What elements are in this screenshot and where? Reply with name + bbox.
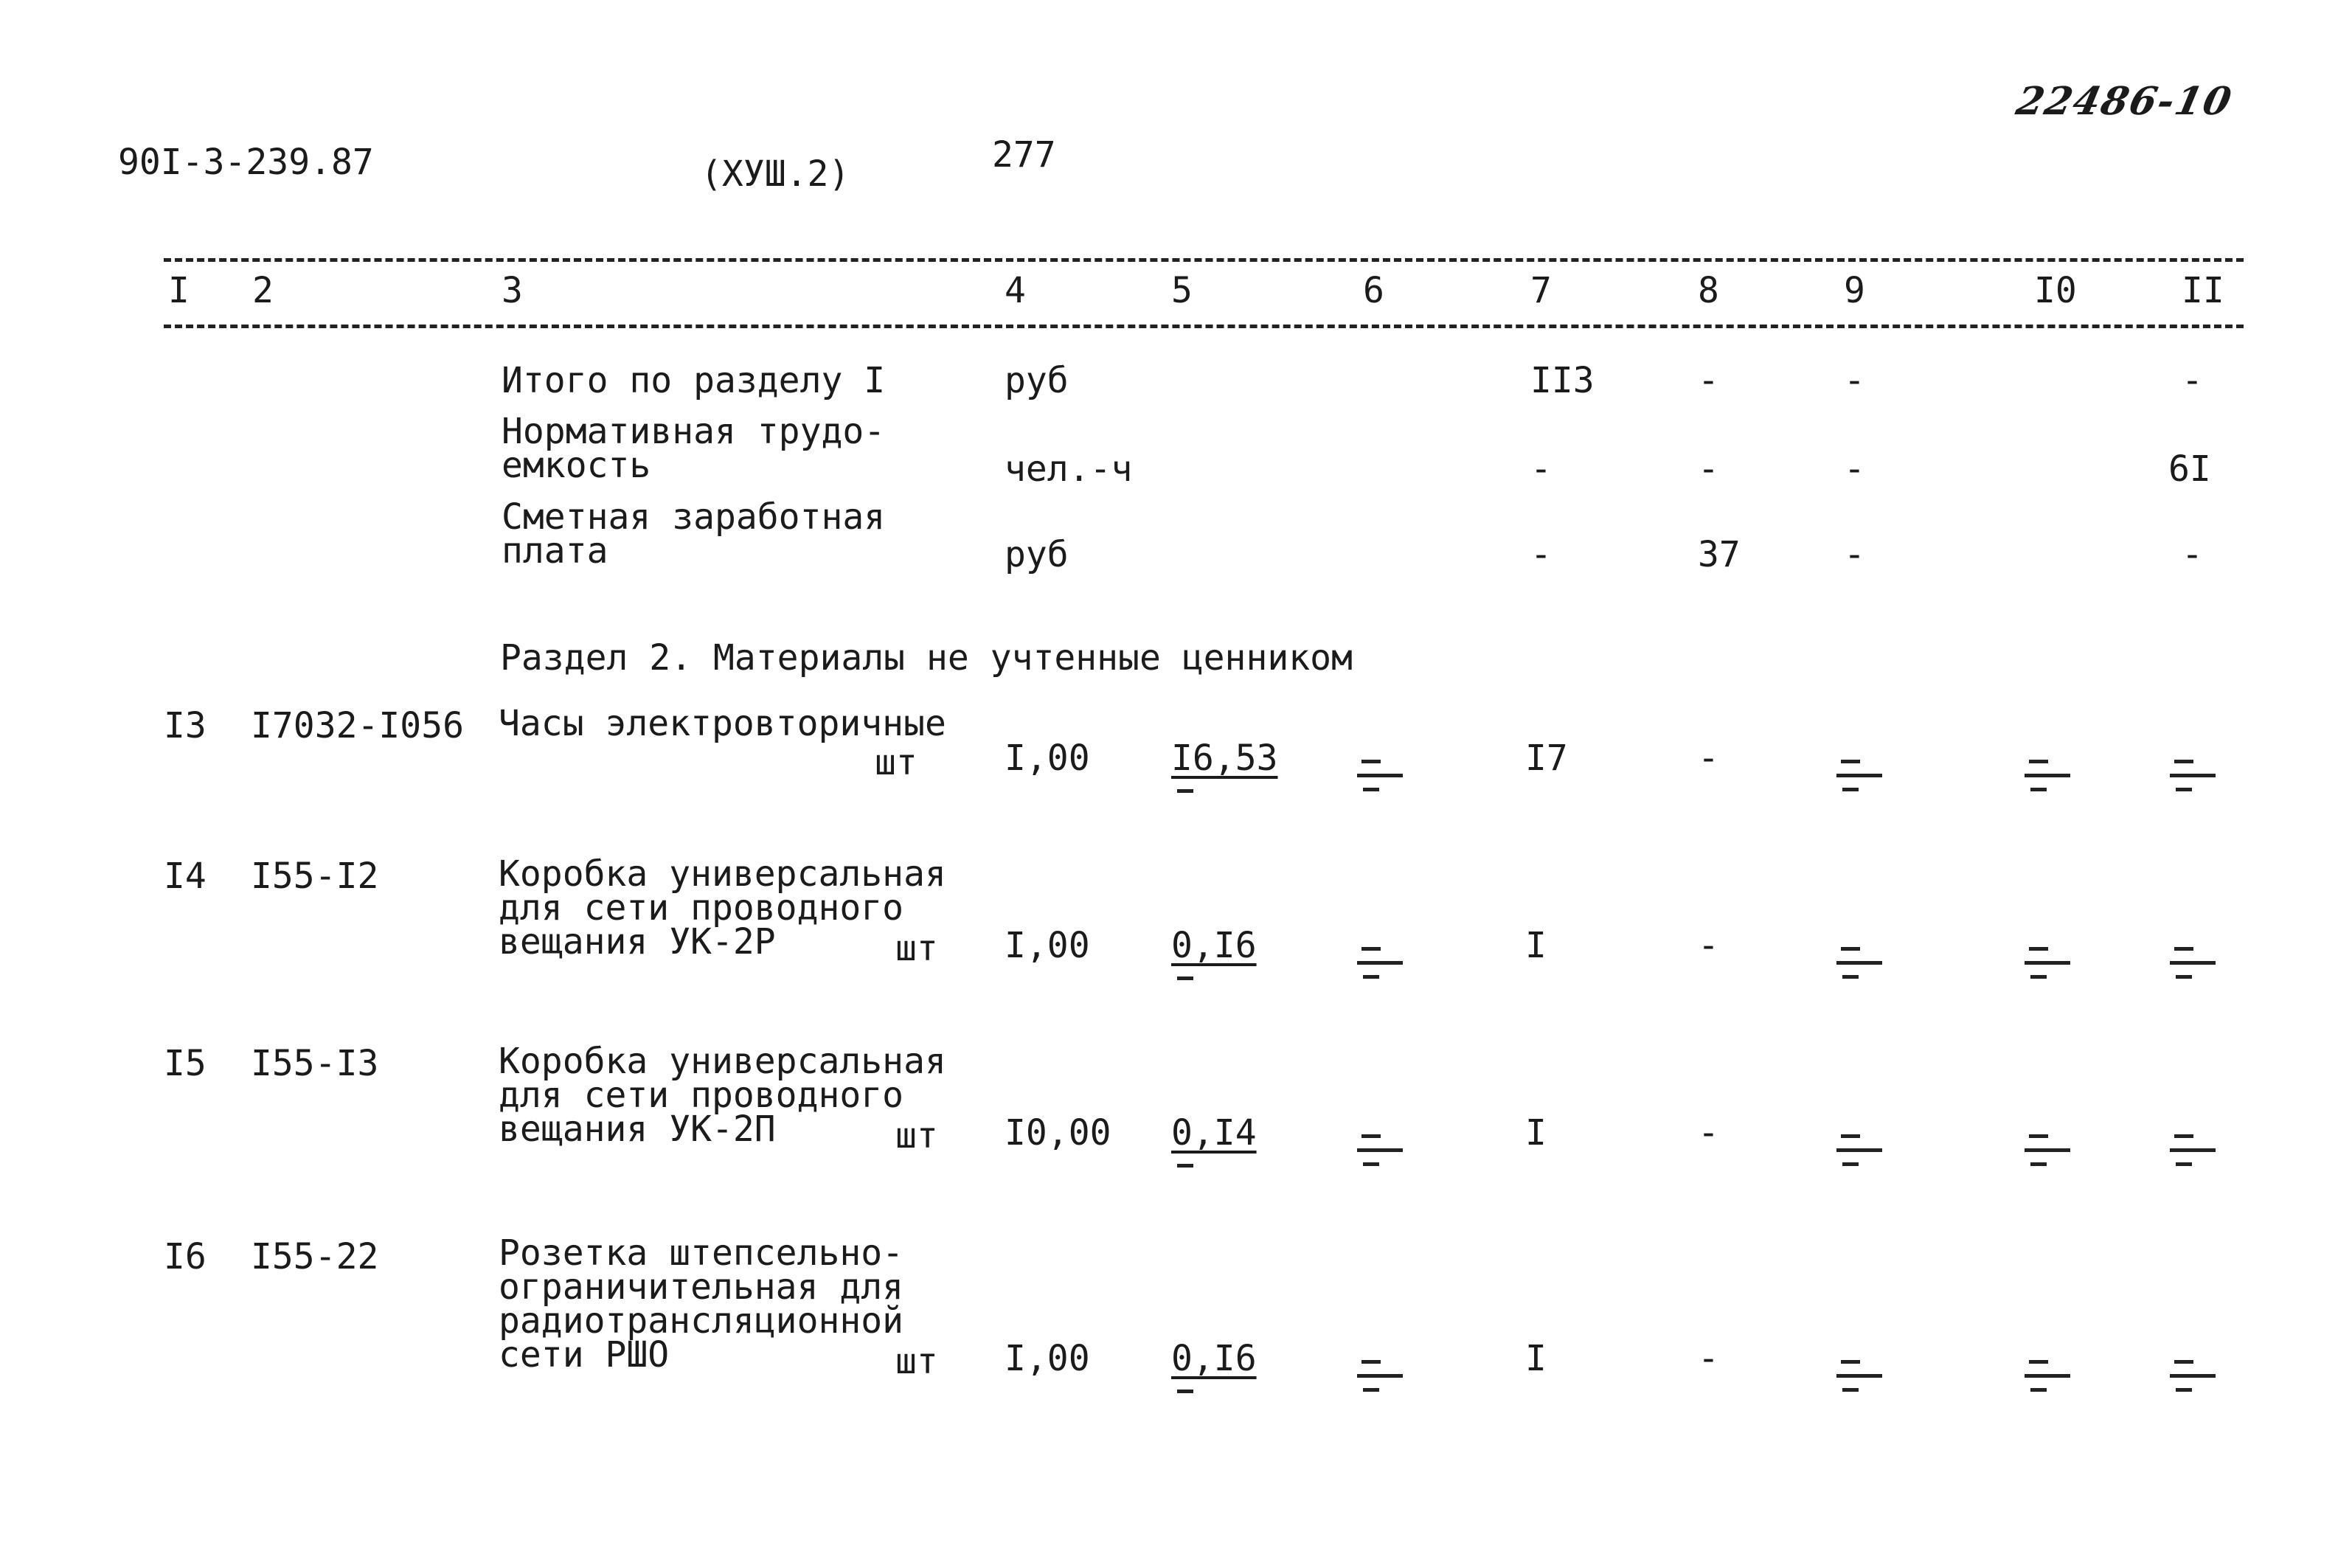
summary-col8: 37 xyxy=(1698,534,1741,575)
col11-dash-mark xyxy=(2170,940,2214,984)
row-col7: I7 xyxy=(1525,738,1568,779)
row-quantity: I,00 xyxy=(1005,925,1090,966)
row-measure: шт xyxy=(875,742,917,783)
row-number: I5 xyxy=(164,1043,207,1084)
row-quantity: I,00 xyxy=(1005,1338,1090,1379)
summary-col11: - xyxy=(2182,534,2203,575)
row-price: I6,53 xyxy=(1171,738,1278,779)
summary-col8: - xyxy=(1698,448,1719,490)
summary-col7: - xyxy=(1530,448,1552,490)
row-measure: шт xyxy=(895,1115,938,1156)
page-number: 277 xyxy=(992,134,1056,176)
column-header-10: I0 xyxy=(2034,270,2077,311)
handwritten-reference: 22486-10 xyxy=(2012,79,2237,124)
column-header-6: 6 xyxy=(1363,270,1384,311)
summary-col9: - xyxy=(1844,360,1865,401)
row-number: I3 xyxy=(164,705,207,746)
column-header-3: 3 xyxy=(502,270,523,311)
summary-label xyxy=(502,496,886,572)
row-measure: шт xyxy=(895,1341,938,1382)
col6-dash-mark xyxy=(1357,752,1401,797)
column-header-8: 8 xyxy=(1698,270,1719,311)
row-col8: - xyxy=(1698,1112,1719,1154)
col10-dash-mark xyxy=(2025,1353,2069,1397)
row-code: I55-22 xyxy=(251,1236,379,1277)
row-description-line: для сети проводного xyxy=(499,1075,904,1116)
summary-label: Итого по разделу I xyxy=(502,360,886,401)
row-price: 0,I6 xyxy=(1171,1338,1257,1379)
col11-dash-mark xyxy=(2170,752,2214,797)
row-price: 0,I4 xyxy=(1171,1112,1257,1154)
row-description-line: вещания УК-2П xyxy=(499,1109,776,1150)
col6-dash-mark xyxy=(1357,1353,1401,1397)
summary-col7: II3 xyxy=(1530,360,1595,401)
col6-dash-mark xyxy=(1357,1127,1401,1171)
row-description xyxy=(499,1041,946,1150)
column-header-7: 7 xyxy=(1530,270,1552,311)
col6-dash-mark xyxy=(1357,940,1401,984)
row-col7: I xyxy=(1525,1112,1547,1154)
dash-mark xyxy=(1177,789,1193,793)
row-description-line: сети РШО xyxy=(499,1334,670,1376)
row-col7: I xyxy=(1525,1338,1547,1379)
row-col8: - xyxy=(1698,1338,1719,1379)
row-quantity: I,00 xyxy=(1005,738,1090,779)
row-description xyxy=(499,1232,904,1376)
document-code: 90I-3-239.87 xyxy=(118,142,374,183)
row-description-line: Коробка универсальная xyxy=(499,1041,946,1082)
summary-label xyxy=(502,411,886,486)
col10-dash-mark xyxy=(2025,940,2069,984)
row-description-line: Часы электровторичные xyxy=(499,703,946,744)
row-code: I55-I3 xyxy=(251,1043,379,1084)
dash-mark xyxy=(1177,1164,1193,1168)
row-description-line: для сети проводного xyxy=(499,887,904,929)
row-number: I6 xyxy=(164,1236,207,1277)
summary-unit: руб xyxy=(1005,360,1069,401)
summary-unit: чел.-ч xyxy=(1005,448,1133,490)
row-col8: - xyxy=(1698,738,1719,779)
row-description-line: радиотрансляционной xyxy=(499,1300,904,1342)
row-price: 0,I6 xyxy=(1171,925,1257,966)
section-title: Раздел 2. Материалы не учтенные ценником xyxy=(500,637,1353,679)
dash-mark xyxy=(1177,1390,1193,1393)
summary-label-line: Сметная заработная xyxy=(502,496,886,538)
section-code: (ХУШ.2) xyxy=(701,153,850,195)
col11-dash-mark xyxy=(2170,1353,2214,1397)
header-rule-bottom xyxy=(164,325,2244,328)
summary-col11: 6I xyxy=(2168,448,2211,490)
row-quantity: I0,00 xyxy=(1005,1112,1111,1154)
row-col8: - xyxy=(1698,925,1719,966)
summary-col11: - xyxy=(2182,360,2203,401)
summary-col8: - xyxy=(1698,360,1719,401)
summary-col7: - xyxy=(1530,534,1552,575)
column-header-2: 2 xyxy=(252,270,274,311)
summary-col9: - xyxy=(1844,448,1865,490)
summary-label-line: Нормативная трудо- xyxy=(502,411,886,452)
column-header-9: 9 xyxy=(1844,270,1865,311)
column-header-1: I xyxy=(168,270,190,311)
dash-mark xyxy=(1177,976,1193,980)
col11-dash-mark xyxy=(2170,1127,2214,1171)
row-code: I55-I2 xyxy=(251,856,379,897)
summary-col9: - xyxy=(1844,534,1865,575)
row-code: I7032-I056 xyxy=(251,705,464,746)
row-description xyxy=(499,853,946,962)
row-description xyxy=(499,703,946,744)
row-description-line: вещания УК-2Р xyxy=(499,921,776,962)
row-number: I4 xyxy=(164,856,207,897)
col9-dash-mark xyxy=(1836,752,1881,797)
summary-unit: руб xyxy=(1005,534,1069,575)
summary-label-line: плата xyxy=(502,530,608,572)
col9-dash-mark xyxy=(1836,1127,1881,1171)
row-measure: шт xyxy=(895,928,938,969)
col9-dash-mark xyxy=(1836,1353,1881,1397)
column-header-4: 4 xyxy=(1005,270,1026,311)
column-header-11: II xyxy=(2182,270,2224,311)
header-rule-top xyxy=(164,258,2244,262)
row-description-line: ограничительная для xyxy=(499,1266,904,1308)
summary-label-line: емкость xyxy=(502,445,651,486)
row-description-line: Коробка универсальная xyxy=(499,853,946,895)
column-header-5: 5 xyxy=(1171,270,1193,311)
col10-dash-mark xyxy=(2025,1127,2069,1171)
row-col7: I xyxy=(1525,925,1547,966)
col9-dash-mark xyxy=(1836,940,1881,984)
row-description-line: Розетка штепсельно- xyxy=(499,1232,904,1274)
col10-dash-mark xyxy=(2025,752,2069,797)
